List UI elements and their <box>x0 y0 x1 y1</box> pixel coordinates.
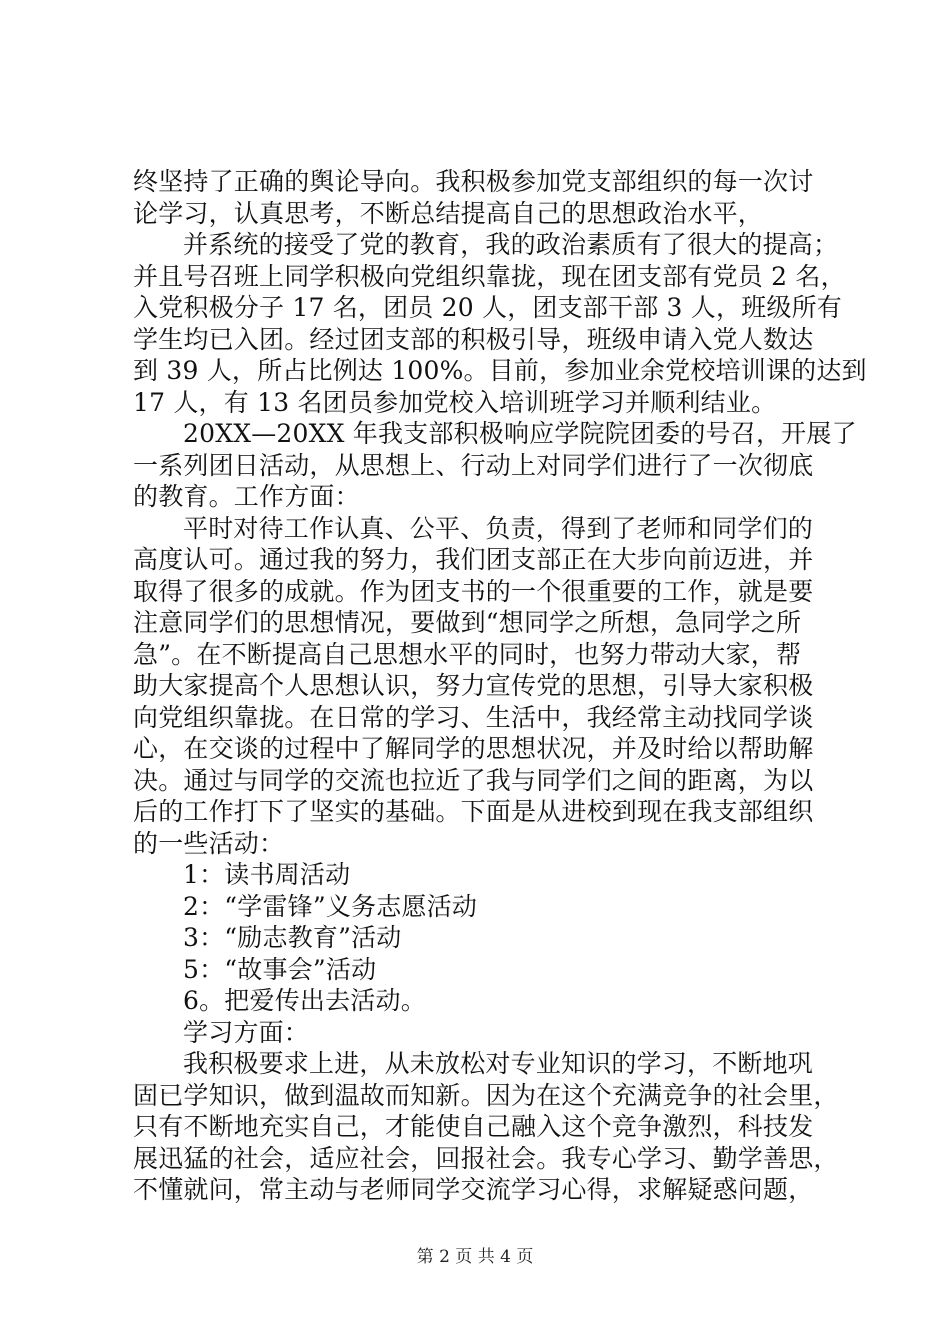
text-line: 固已学知识，做到温故而知新。因为在这个充满竞争的社会里， <box>133 1080 839 1110</box>
text-line: 并系统的接受了党的教育，我的政治素质有了很大的提高； <box>183 230 839 259</box>
section-heading: 学习方面： <box>183 1017 310 1047</box>
text-line: 并且号召班上同学积极向党组织靠拢，现在团支部有党员 2 名， <box>133 261 846 291</box>
list-item: 5：“故事会”活动 <box>183 954 377 984</box>
text-line: 只有不断地充实自己，才能使自己融入这个竞争激烈，科技发 <box>133 1112 814 1141</box>
text-line: 后的工作打下了坚实的基础。下面是从进校到现在我支部组织 <box>133 797 814 826</box>
text-line: 展迅猛的社会，适应社会，回报社会。我专心学习、勤学善思， <box>133 1143 839 1173</box>
text-line: 论学习，认真思考，不断总结提高自己的思想政治水平， <box>133 198 764 228</box>
list-item: 6。把爱传出去活动。 <box>183 986 426 1015</box>
text-line: 17 人，有 13 名团员参加党校入培训班学习并顺利结业。 <box>133 387 777 417</box>
list-item: 2：“学雷锋”义务志愿活动 <box>183 891 478 921</box>
text-line: 决。通过与同学的交流也拉近了我与同学们之间的距离，为以 <box>133 765 814 795</box>
text-line: 学生均已入团。经过团支部的积极引导，班级申请入党人数达 <box>133 324 814 354</box>
text-line: 的教育。工作方面： <box>133 482 360 511</box>
text-line: 的一些活动： <box>133 828 285 858</box>
text-line: 平时对待工作认真、公平、负责，得到了老师和同学们的 <box>183 513 814 543</box>
document-body <box>133 166 867 1206</box>
text-line: 向党组织靠拢。在日常的学习、生活中，我经常主动找同学谈 <box>133 702 814 732</box>
list-item: 1：读书周活动 <box>183 860 351 889</box>
text-line: 不懂就问，常主动与老师同学交流学习心得，求解疑惑问题， <box>133 1175 814 1204</box>
text-line: 高度认可。通过我的努力，我们团支部正在大步向前迈进，并 <box>133 545 814 574</box>
text-line: 到 39 人，所占比例达 100%。目前，参加业余党校培训课的达到 <box>133 356 867 385</box>
text-line: 急”。在不断提高自己思想水平的同时，也努力带动大家，帮 <box>133 639 802 669</box>
text-line: 取得了很多的成就。作为团支书的一个很重要的工作，就是要 <box>133 576 814 606</box>
list-item: 3：“励志教育”活动 <box>183 923 402 952</box>
text-line: 心，在交谈的过程中了解同学的思想状况，并及时给以帮助解 <box>133 734 814 763</box>
text-line: 一系列团日活动，从思想上、行动上对同学们进行了一次彻底 <box>133 450 814 480</box>
text-line: 我积极要求上进，从未放松对专业知识的学习，不断地巩 <box>183 1049 814 1078</box>
text-line: 助大家提高个人思想认识，努力宣传党的思想，引导大家积极 <box>133 671 814 700</box>
text-line: 注意同学们的思想情况，要做到“想同学之所想，急同学之所 <box>133 608 802 637</box>
page-number-footer: 第 2 页 共 4 页 <box>416 1247 534 1267</box>
text-line: 入党积极分子 17 名，团员 20 人，团支部干部 3 人，班级所有 <box>133 293 843 322</box>
text-line: 终坚持了正确的舆论导向。我积极参加党支部组织的每一次讨 <box>133 167 814 196</box>
text-line: 20XX—20XX 年我支部积极响应学院院团委的号召，开展了 <box>183 419 857 448</box>
